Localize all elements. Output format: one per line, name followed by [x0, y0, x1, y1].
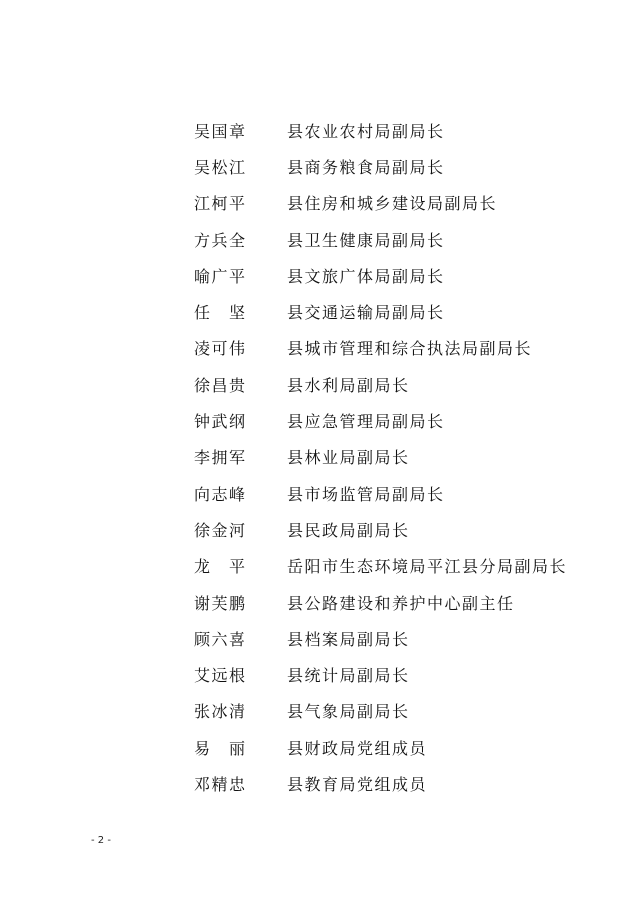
person-name: 任 坚 — [194, 303, 247, 323]
person-name: 龙 平 — [194, 557, 247, 577]
list-item — [194, 475, 594, 511]
person-name: 易 丽 — [194, 738, 247, 758]
position-title: 县档案局副局长 — [287, 629, 410, 649]
position-title: 县文旅广体局副局长 — [287, 266, 445, 286]
position-title: 县教育局党组成员 — [287, 774, 428, 794]
position-title: 县城市管理和综合执法局副局长 — [287, 339, 533, 359]
list-item — [194, 693, 594, 729]
position-title: 县水利局副局长 — [287, 375, 410, 395]
position-title: 县农业农村局副局长 — [287, 121, 445, 141]
list-item — [194, 584, 594, 620]
position-title: 县气象局副局长 — [287, 702, 410, 722]
person-name: 徐昌贵 — [194, 375, 247, 395]
list-item — [194, 656, 594, 692]
position-title: 岳阳市生态环境局平江县分局副局长 — [287, 557, 568, 577]
position-title: 县交通运输局副局长 — [287, 303, 445, 323]
list-item — [194, 148, 594, 184]
position-title: 县商务粮食局副局长 — [287, 157, 445, 177]
person-name: 江柯平 — [194, 194, 247, 214]
person-name: 吴国章 — [194, 121, 247, 141]
person-name: 李拥军 — [194, 448, 247, 468]
position-title: 县卫生健康局副局长 — [287, 230, 445, 250]
page-number: - 2 - — [91, 835, 111, 846]
person-name: 方兵全 — [194, 230, 247, 250]
person-name: 钟武纲 — [194, 412, 247, 432]
list-item — [194, 221, 594, 257]
person-name: 吴松江 — [194, 157, 247, 177]
appointment-list — [194, 112, 594, 802]
list-item — [194, 620, 594, 656]
person-name: 谢芙鹏 — [194, 593, 247, 613]
list-item — [194, 729, 594, 765]
position-title: 县应急管理局副局长 — [287, 412, 445, 432]
position-title: 县统计局副局长 — [287, 666, 410, 686]
list-item — [194, 548, 594, 584]
person-name: 喻广平 — [194, 266, 247, 286]
person-name: 顾六喜 — [194, 629, 247, 649]
list-item — [194, 257, 594, 293]
position-title: 县住房和城乡建设局副局长 — [287, 194, 498, 214]
position-title: 县民政局副局长 — [287, 520, 410, 540]
list-item — [194, 511, 594, 547]
person-name: 徐金河 — [194, 520, 247, 540]
list-item — [194, 439, 594, 475]
list-item — [194, 366, 594, 402]
person-name: 向志峰 — [194, 484, 247, 504]
list-item — [194, 330, 594, 366]
position-title: 县公路建设和养护中心副主任 — [287, 593, 515, 613]
person-name: 张冰清 — [194, 702, 247, 722]
person-name: 艾远根 — [194, 666, 247, 686]
list-item — [194, 765, 594, 801]
position-title: 县财政局党组成员 — [287, 738, 428, 758]
person-name: 凌可伟 — [194, 339, 247, 359]
position-title: 县林业局副局长 — [287, 448, 410, 468]
list-item — [194, 402, 594, 438]
position-title: 县市场监管局副局长 — [287, 484, 445, 504]
list-item — [194, 293, 594, 329]
list-item — [194, 112, 594, 148]
person-name: 邓精忠 — [194, 774, 247, 794]
list-item — [194, 185, 594, 221]
